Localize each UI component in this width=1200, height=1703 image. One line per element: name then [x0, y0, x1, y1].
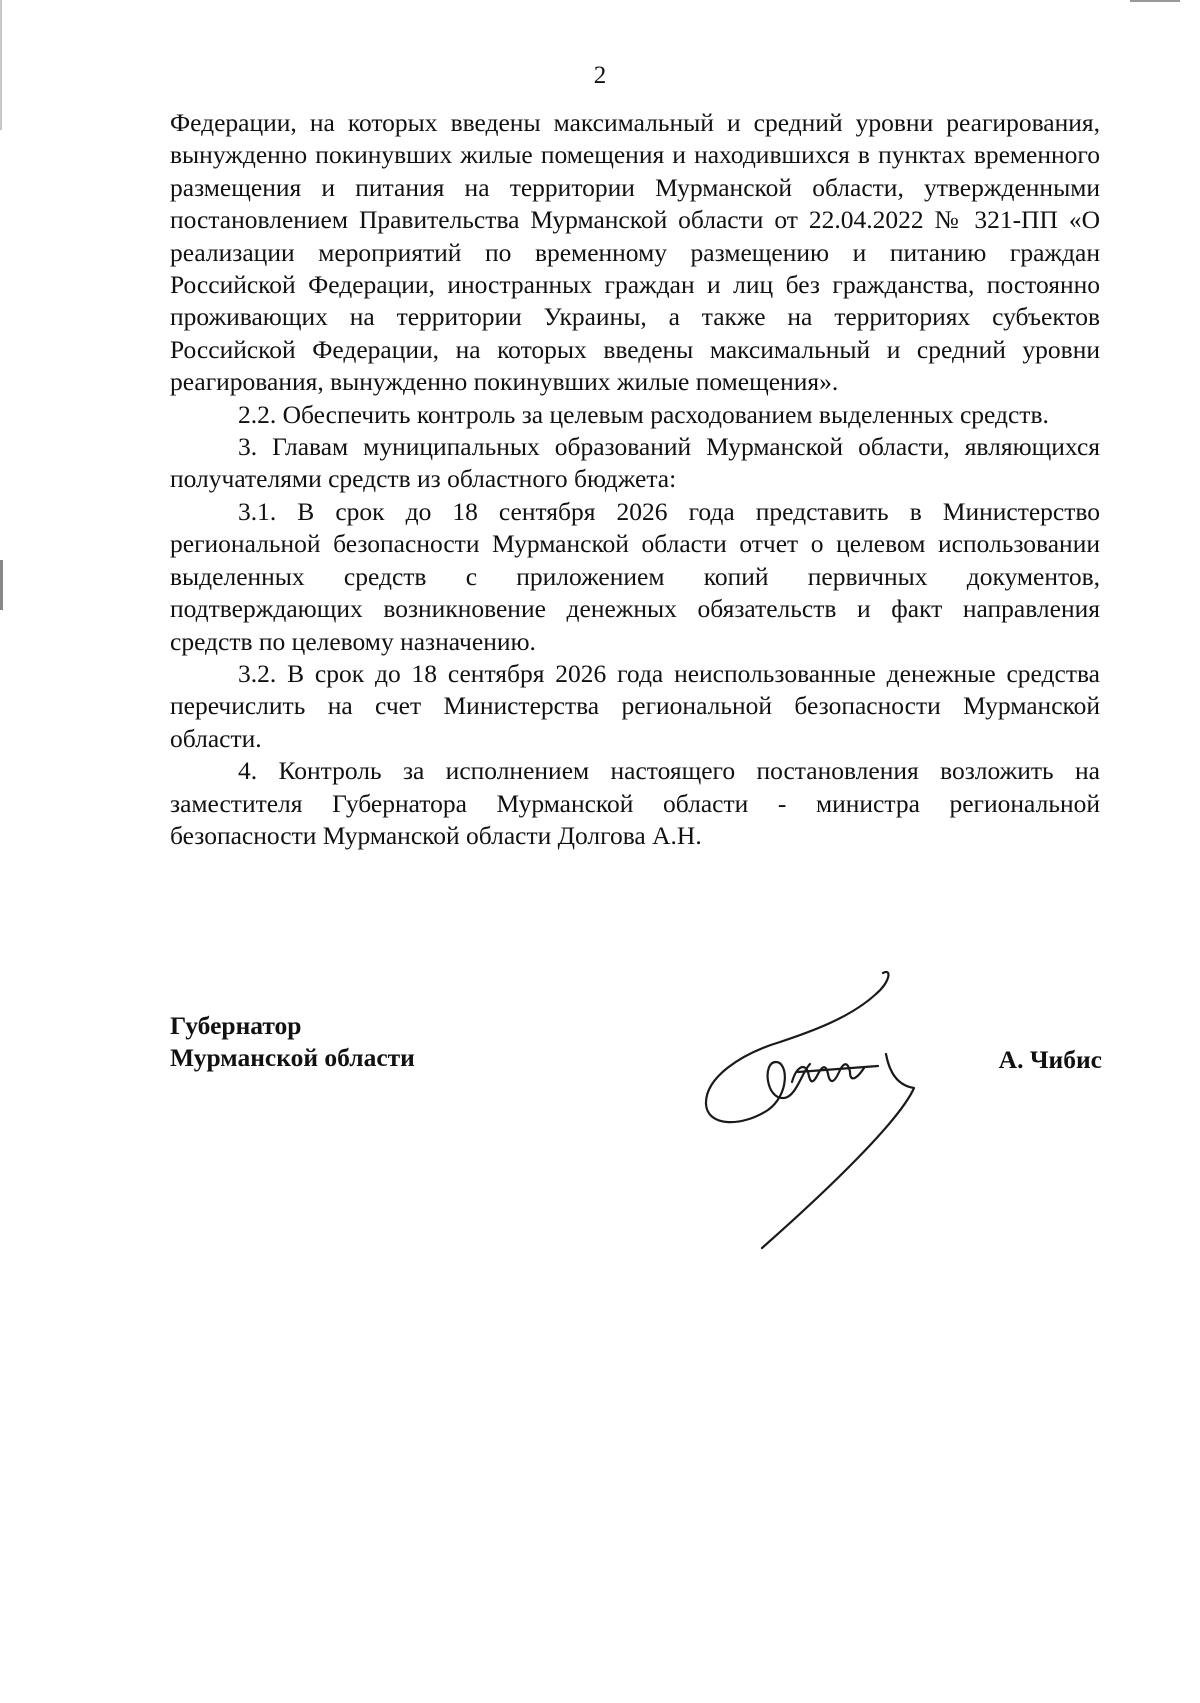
paragraph-3-2: 3.2. В срок до 18 сентября 2026 года неиспользованные денежные средства перечислить на счет Министерства региональной безопасности Мурманской области.: [170, 658, 1100, 753]
signatory-title: [170, 1010, 415, 1074]
paragraph-3: 3. Главам муниципальных образований Мурманской области, являющихся получателями средств из областного бюджета:: [170, 432, 1100, 494]
scan-mark-left: [0, 560, 3, 610]
paragraph-3-1: 3.1. В срок до 18 сентября 2026 года представить в Министерство региональной безопасности Мурманской области отчет о целевом использовании выделенных средств с приложением копий первичных документов, подтверждающих возникновение денежных обязательств и факт направления средств по целевому назначению.: [170, 496, 1100, 656]
signatory-title-line1: Губернатор: [170, 1011, 302, 1040]
paragraph-4: 4. Контроль за исполнением настоящего постановления возложить на заместителя Губернатора Мурманской области - министра региональной безопасности Мурманской области Долгова А.Н.: [170, 756, 1100, 850]
signatory-title-line2: Мурманской области: [170, 1043, 415, 1072]
handwritten-signature: [700, 970, 940, 1250]
paragraph-2-2: 2.2. Обеспечить контроль за целевым расходованием выделенных средств.: [238, 399, 1049, 429]
paragraph-continuation: Федерации, на которых введены максимальный и средний уровни реагирования, вынужденно покинувших жилые помещения и находившихся в пунктах временного размещения и питания на территории Мурманской области, утвержденными постановлением Правительства Мурманской области от 22.04.2022 № 321-ПП «О реализации мероприятий по временному размещению и питанию граждан Российской Федерации, иностранных граждан и лиц без гражданства, постоянно проживающих на территории Украины, а также на территориях субъектов Российской Федерации, на которых введены максимальный и средний уровни реагирования, вынужденно покинувших жилые помещения».: [170, 108, 1100, 397]
document-body: [170, 107, 1100, 852]
scan-edge-top-right: [1130, 0, 1180, 2]
signatory-name: А. Чибис: [998, 1045, 1102, 1074]
page-number: 2: [593, 62, 607, 89]
